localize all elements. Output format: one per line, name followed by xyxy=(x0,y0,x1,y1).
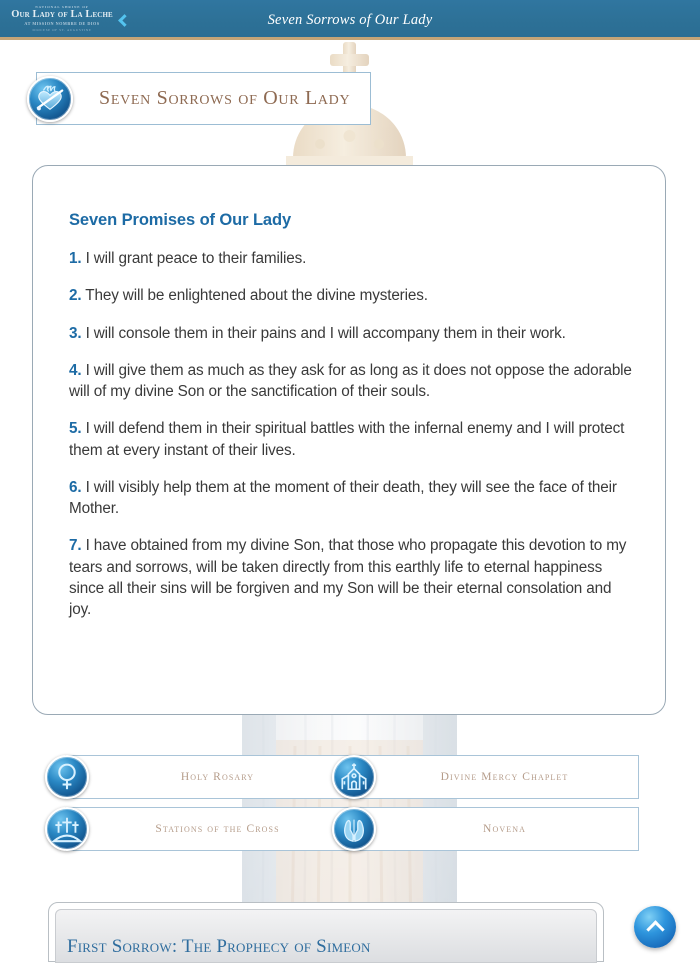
promise-number: 2. xyxy=(69,287,82,305)
promise-text: I have obtained from my divine Son, that those who propagate this devotion to my tears and sorrows, will be taken directly from this earthly life to eternal happiness since all their sins will be forgiven and my Son will be their eternal consolation and joy. xyxy=(69,537,627,618)
shrine-logo[interactable] xyxy=(8,1,116,37)
chapel-icon xyxy=(332,755,376,799)
promises-heading: Seven Promises of Our Lady xyxy=(69,211,292,229)
promises-list xyxy=(69,248,636,620)
promise-text: I will defend them in their spiritual battles with the infernal enemy and I will protect them at every instant of their lives. xyxy=(69,420,625,459)
three-crosses-icon xyxy=(45,807,89,851)
promise-number: 7. xyxy=(69,537,82,555)
devotion-button-holy-rosary[interactable] xyxy=(65,755,352,799)
logo-line-national-shrine: NATIONAL SHRINE OF xyxy=(35,5,89,10)
first-sorrow-accordion[interactable] xyxy=(48,902,604,962)
devotion-button-novena[interactable] xyxy=(352,807,639,851)
header-title: Seven Sorrows of Our Lady xyxy=(267,11,433,28)
devotion-button-label: Holy Rosary xyxy=(180,771,255,783)
promise-number: 1. xyxy=(69,250,82,267)
devotion-button-label: Divine Mercy Chaplet xyxy=(440,771,569,783)
app-header xyxy=(0,0,700,40)
promise-item xyxy=(69,535,636,620)
devotion-button-divine-mercy-chaplet[interactable] xyxy=(352,755,639,799)
promise-text: I will give them as much as they ask for as long as it does not oppose the adorable will of my divine Son or the sanctification of their souls. xyxy=(69,361,632,400)
scroll-to-top-button[interactable] xyxy=(634,906,676,948)
promise-number: 6. xyxy=(69,478,82,496)
promise-text: I will visibly help them at the moment of their death, they will see the face of their Mother. xyxy=(69,478,617,517)
chevron-left-icon xyxy=(118,14,131,27)
promise-number: 3. xyxy=(69,324,82,342)
rosary-icon xyxy=(45,755,89,799)
pierced-heart-icon xyxy=(27,76,73,122)
logo-line-our-lady-of-la-leche: Our Lady of La Leche xyxy=(11,9,113,21)
back-button[interactable] xyxy=(110,0,136,40)
first-sorrow-accordion-header[interactable] xyxy=(55,909,597,963)
promise-number: 5. xyxy=(69,420,82,438)
promise-number: 4. xyxy=(69,361,82,379)
devotion-button-label: Novena xyxy=(483,823,526,835)
first-sorrow-title: First Sorrow: The Prophecy of Simeon xyxy=(67,936,371,957)
promise-text: I will grant peace to their families. xyxy=(85,250,307,267)
devotion-button-label: Stations of the Cross xyxy=(155,823,280,835)
promise-item xyxy=(69,285,636,306)
devotion-button-stations-of-the-cross[interactable] xyxy=(65,807,352,851)
devotion-links-grid xyxy=(65,755,635,851)
logo-line-mission: AT MISSION NOMBRE DE DIOS xyxy=(24,20,100,26)
page-title-card xyxy=(36,72,371,125)
promise-text: I will console them in their pains and I will accompany them in their work. xyxy=(85,324,566,342)
promise-item xyxy=(69,248,636,269)
chevron-up-icon xyxy=(646,920,664,938)
promise-item xyxy=(69,477,636,520)
promise-item xyxy=(69,418,636,461)
promise-item xyxy=(69,360,636,403)
logo-line-diocese: DIOCESE OF ST. AUGUSTINE xyxy=(32,27,92,32)
promise-item xyxy=(69,323,636,344)
page-title-label: Seven Sorrows of Our Lady xyxy=(99,87,351,109)
praying-hands-icon xyxy=(332,807,376,851)
promises-content-card xyxy=(32,165,666,715)
promise-text: They will be enlightened about the divine mysteries. xyxy=(85,287,428,305)
